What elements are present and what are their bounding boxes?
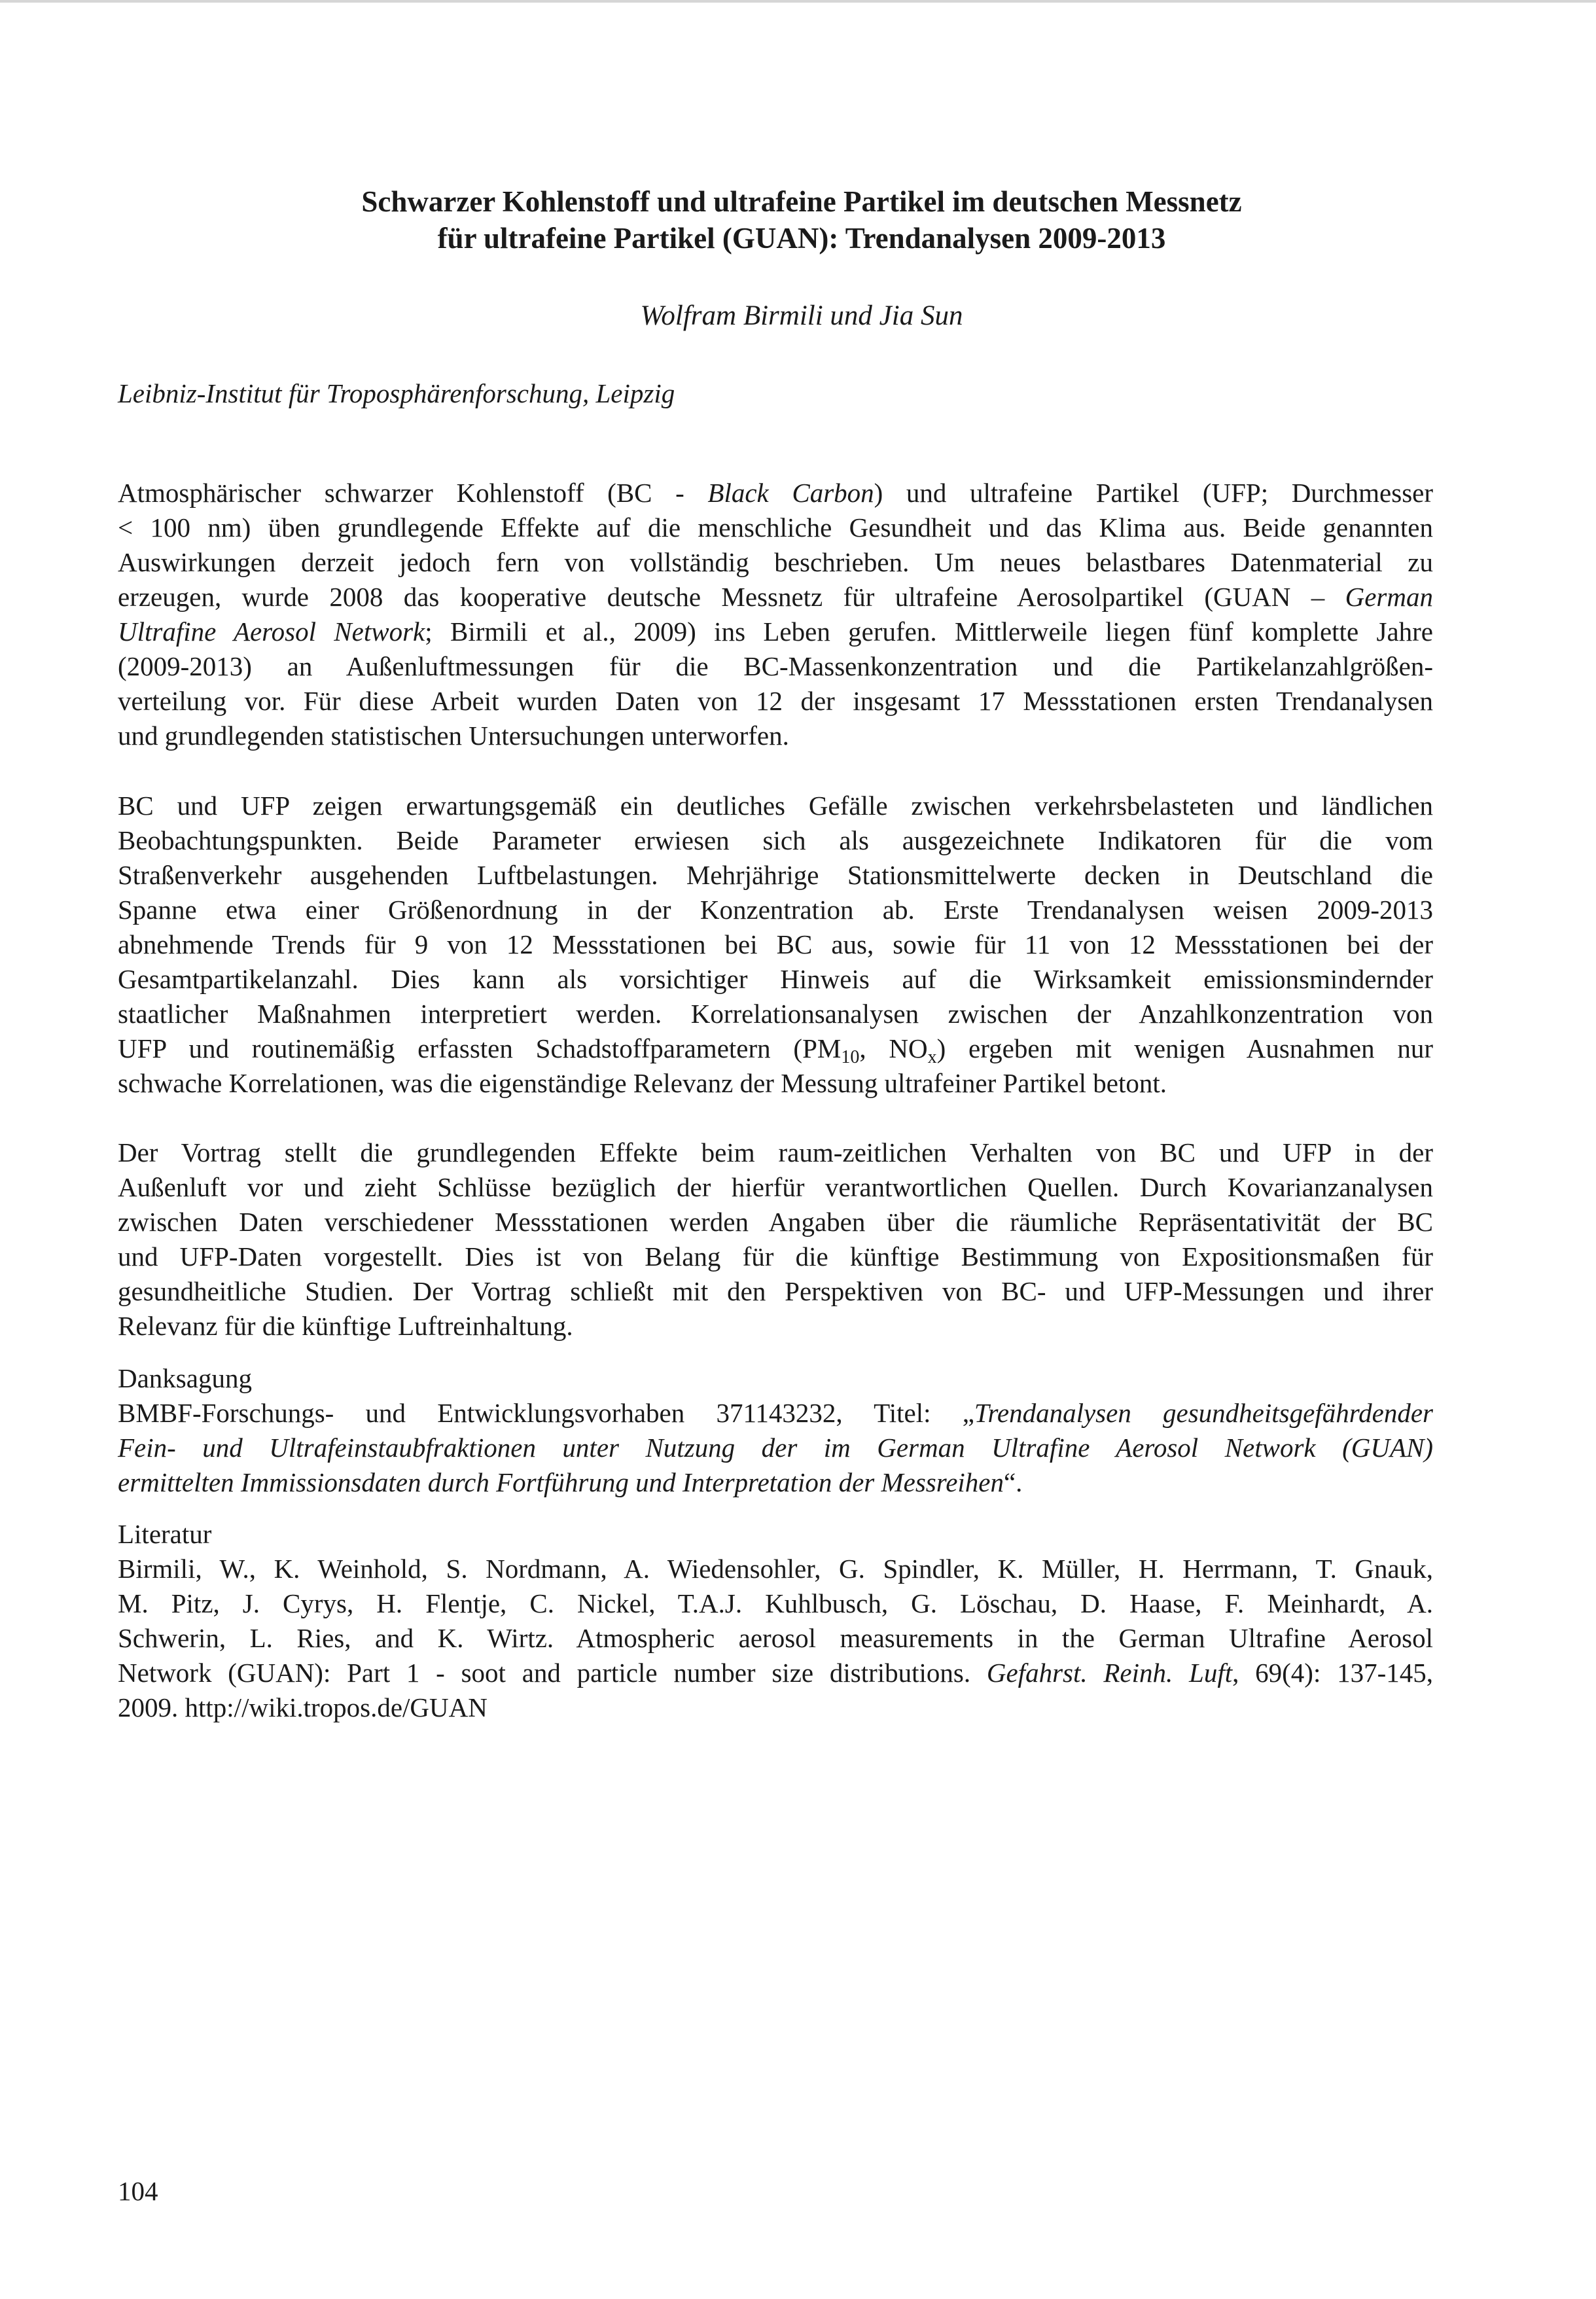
- ack-line: ermittelten Immissionsdaten durch Fortführung und Interpretation der Messreihen“.: [118, 1467, 1023, 1497]
- title-line-2: für ultrafeine Partikel (GUAN): Trendanalysen 2009-2013: [437, 222, 1166, 255]
- p2-line: schwache Korrelationen, was die eigenständige Relevanz der Messung ultrafeiner Partikel betont.: [118, 1068, 1167, 1098]
- page-number: 104: [118, 2176, 158, 2206]
- p2-line: Straßenverkehr ausgehenden Luftbelastungen. Mehrjährige Stationsmittelwerte decken in Deutschland die: [118, 860, 1433, 890]
- acknowledgement-section: [118, 1361, 1433, 1500]
- literature-section: [118, 1517, 1433, 1725]
- p2-line: BC und UFP zeigen erwartungsgemäß ein deutliches Gefälle zwischen verkehrsbelasteten und ländlichen: [118, 791, 1433, 821]
- affiliation: Leibniz-Institut für Troposphärenforschung, Leipzig: [118, 378, 675, 408]
- p3-line: Der Vortrag stellt die grundlegenden Effekte beim raum-zeitlichen Verhalten von BC und UFP in der: [118, 1137, 1433, 1167]
- p1-line: < 100 nm) üben grundlegende Effekte auf die menschliche Gesundheit und das Klima aus. Beide genannten: [118, 512, 1433, 543]
- p1-line: Auswirkungen derzeit jedoch fern von vollständig beschrieben. Um neues belastbares Datenmaterial zu: [118, 547, 1433, 577]
- author-line: Wolfram Birmili und Jia Sun: [640, 300, 963, 331]
- p1-line: und grundlegenden statistischen Untersuchungen unterworfen.: [118, 721, 789, 751]
- p3-line: zwischen Daten verschiedener Messstationen werden Angaben über die räumliche Repräsentativität der BC: [118, 1207, 1433, 1237]
- reference-line: M. Pitz, J. Cyrys, H. Flentje, C. Nickel, T.A.J. Kuhlbusch, G. Löschau, D. Haase, F. Meinhardt, A.: [118, 1588, 1433, 1618]
- p2-line: UFP und routinemäßig erfassten Schadstoffparametern ($PM_{10}$, $NO_x$) ergeben mit wenigen Ausnahmen nur: [118, 1033, 1434, 1067]
- ack-line: BMBF-Forschungs- und Entwicklungsvorhaben 371143232, Titel: „Trendanalysen gesundheitsgefährdender: [118, 1398, 1433, 1428]
- abstract-paragraph-3: [118, 1135, 1433, 1344]
- acknowledgement-heading: Danksagung: [118, 1363, 252, 1393]
- abstract-paragraph-1: [118, 476, 1433, 753]
- reference-line: Schwerin, L. Ries, and K. Wirtz. Atmospheric aerosol measurements in the German Ultrafine Aerosol: [118, 1623, 1433, 1653]
- reference-line: Birmili, W., K. Weinhold, S. Nordmann, A. Wiedensohler, G. Spindler, K. Müller, H. Herrmann, T. Gnauk,: [118, 1554, 1433, 1584]
- p1-line: Atmosphärischer schwarzer Kohlenstoff (BC - Black Carbon) und ultrafeine Partikel (UFP; Durchmesser: [118, 478, 1434, 508]
- reference-line: 2009. http://wiki.tropos.de/GUAN: [118, 1692, 488, 1722]
- p2-line: abnehmende Trends für 9 von 12 Messstationen bei BC aus, sowie für 11 von 12 Messstationen bei der: [118, 929, 1433, 959]
- p1-line: (2009-2013) an Außenluftmessungen für die BC-Massenkonzentration und die Partikelanzahlgrößen-: [118, 651, 1433, 681]
- ack-line: Fein- und Ultrafeinstaubfraktionen unter Nutzung der im German Ultrafine Aerosol Network (GUAN): [118, 1433, 1433, 1463]
- p2-line: Spanne etwa einer Größenordnung in der Konzentration ab. Erste Trendanalysen weisen 2009-2013: [118, 895, 1433, 925]
- p3-line: gesundheitliche Studien. Der Vortrag schließt mit den Perspektiven von BC- und UFP-Messungen und ihrer: [118, 1276, 1433, 1306]
- reference-line: Network (GUAN): Part 1 - soot and particle number size distributions. Gefahrst. Reinh. Luft, 69(4): 137-145,: [118, 1658, 1433, 1688]
- p1-line: verteilung vor. Für diese Arbeit wurden Daten von 12 der insgesamt 17 Messstationen ersten Trendanalysen: [118, 686, 1433, 716]
- p2-line: Beobachtungspunkten. Beide Parameter erwiesen sich als ausgezeichnete Indikatoren für die vom: [118, 825, 1433, 855]
- p2-line: staatlicher Maßnahmen interpretiert werden. Korrelationsanalysen zwischen der Anzahlkonzentration von: [118, 999, 1433, 1029]
- p3-line: Relevanz für die künftige Luftreinhaltung.: [118, 1311, 573, 1341]
- p1-line: Ultrafine Aerosol Network; Birmili et al., 2009) ins Leben gerufen. Mittlerweile liegen fünf komplette Jahre: [118, 616, 1433, 647]
- p2-line: Gesamtpartikelanzahl. Dies kann als vorsichtiger Hinweis auf die Wirksamkeit emissionsmindernder: [118, 964, 1433, 994]
- literature-heading: Literatur: [118, 1519, 212, 1549]
- p1-line: erzeugen, wurde 2008 das kooperative deutsche Messnetz für ultrafeine Aerosolpartikel (GUAN – German: [118, 582, 1433, 612]
- p3-line: Außenluft vor und zieht Schlüsse bezüglich der hierfür verantwortlichen Quellen. Durch Kovarianzanalysen: [118, 1172, 1433, 1202]
- p3-line: und UFP-Daten vorgestellt. Dies ist von Belang für die künftige Bestimmung von Expositionsmaßen für: [118, 1241, 1433, 1272]
- title-line-1: Schwarzer Kohlenstoff und ultrafeine Partikel im deutschen Messnetz: [361, 185, 1242, 218]
- abstract-paragraph-2: [118, 789, 1433, 1101]
- paper-title: [151, 183, 1453, 257]
